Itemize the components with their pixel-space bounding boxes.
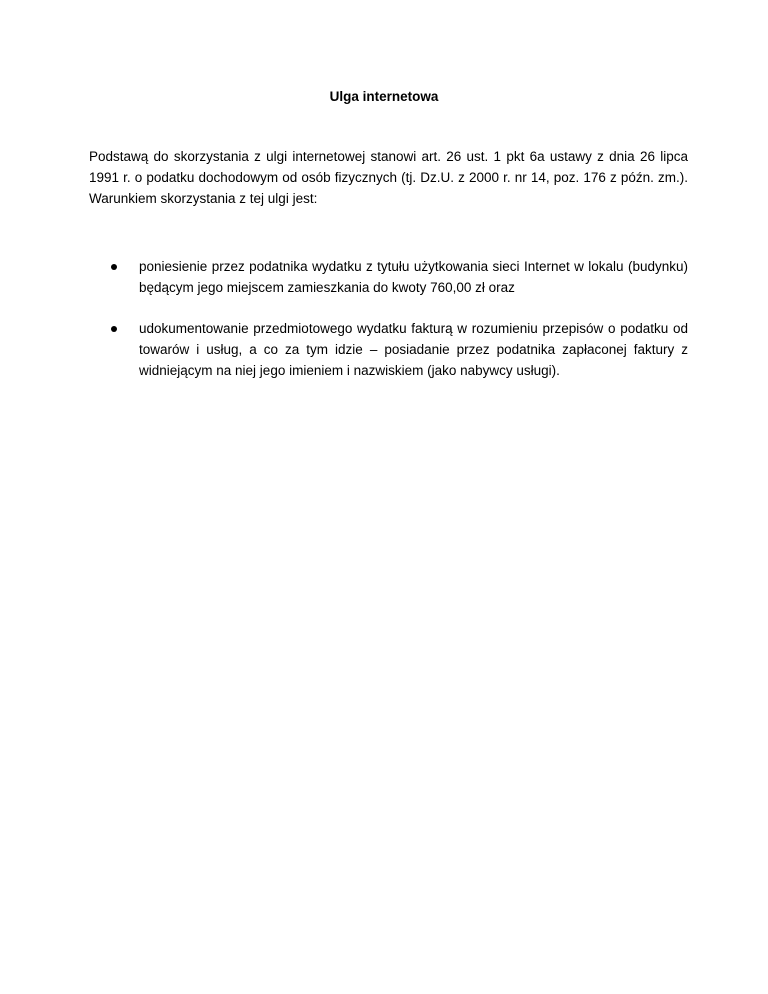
list-item-text: poniesienie przez podatnika wydatku z tytułu użytkowania sieci Internet w lokalu (budynku) będącym jego miejscem zamieszkania do kwoty 760,00 zł oraz — [139, 259, 688, 295]
bullet-icon — [111, 264, 117, 270]
document-title: Ulga internetowa — [329, 89, 439, 104]
bullet-icon — [111, 326, 117, 332]
intro-paragraph: Podstawą do skorzystania z ulgi internetowej stanowi art. 26 ust. 1 pkt 6a ustawy z dnia 26 lipca 1991 r. o podatku dochodowym od osób fizycznych (tj. Dz.U. z 2000 r. nr 14, poz. 176 z późn. zm.). Warunkiem skorzystania z tej ulgi jest: — [89, 149, 688, 206]
conditions-list — [108, 256, 688, 401]
list-item — [108, 256, 688, 298]
list-item-text: udokumentowanie przedmiotowego wydatku fakturą w rozumieniu przepisów o podatku od towarów i usług, a co za tym idzie – posiadanie przez podatnika zapłaconej faktury z widniejącym na niej jego imieniem i nazwiskiem (jako nabywcy usługi). — [139, 321, 688, 378]
list-item — [108, 318, 688, 381]
